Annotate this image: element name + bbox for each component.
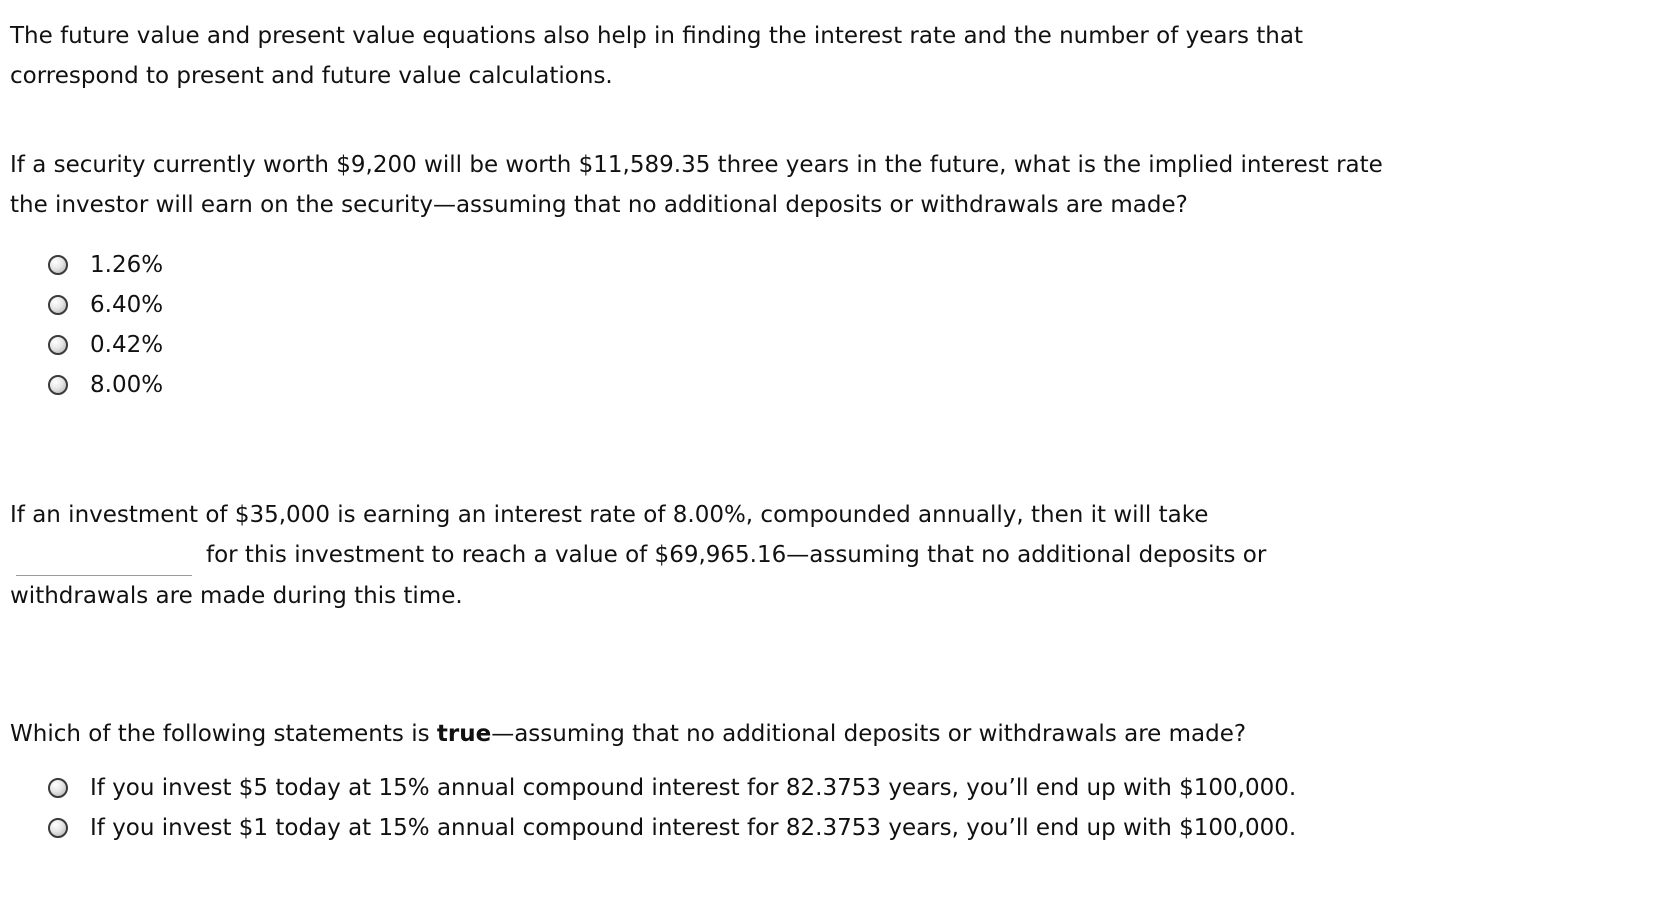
question-3-text-after: —assuming that no additional deposits or withdrawals are made? [491, 721, 1247, 747]
radio-button[interactable] [48, 255, 68, 275]
question-2-text-before: If an investment of $35,000 is earning an interest rate of 8.00%, compounded annually, then it will take [10, 502, 1209, 528]
option-label: 6.40% [90, 292, 164, 318]
question-1-option[interactable] [48, 325, 163, 365]
radio-button[interactable] [48, 778, 68, 798]
question-1-options [48, 245, 163, 405]
question-1-text: If a security currently worth $9,200 will be worth $11,589.35 three years in the future, what is the implied interest rate the investor will earn on the security—assuming that no additional deposits or withdrawals are made? [10, 152, 1383, 218]
option-label: If you invest $1 today at 15% annual compound interest for 82.3753 years, you’ll end up with $100,000. [90, 815, 1297, 841]
question-1-option[interactable] [48, 285, 163, 325]
radio-button[interactable] [48, 335, 68, 355]
question-1-option[interactable] [48, 365, 163, 405]
question-3-option[interactable] [48, 768, 1296, 808]
radio-button[interactable] [48, 818, 68, 838]
option-label: 0.42% [90, 332, 164, 358]
question-3-emphasis: true [436, 721, 492, 747]
option-label: 8.00% [90, 372, 164, 398]
intro-text: The future value and present value equations also help in finding the interest rate and the number of years that correspond to present and future value calculations. [10, 23, 1303, 89]
question-3-text [10, 714, 1410, 754]
question-2-text-after: for this investment to reach a value of $69,965.16—assuming that no additional deposits or withdrawals are made during this time. [10, 542, 1267, 609]
years-answer-field[interactable] [16, 549, 192, 576]
question-3-option[interactable] [48, 808, 1296, 848]
option-label: If you invest $5 today at 15% annual compound interest for 82.3753 years, you’ll end up with $100,000. [90, 775, 1297, 801]
radio-button[interactable] [48, 295, 68, 315]
question-2-text [10, 495, 1410, 616]
question-1-option[interactable] [48, 245, 163, 285]
option-label: 1.26% [90, 252, 164, 278]
radio-button[interactable] [48, 375, 68, 395]
question-3-options [48, 768, 1296, 848]
question-3-text-before: Which of the following statements is [10, 721, 437, 747]
